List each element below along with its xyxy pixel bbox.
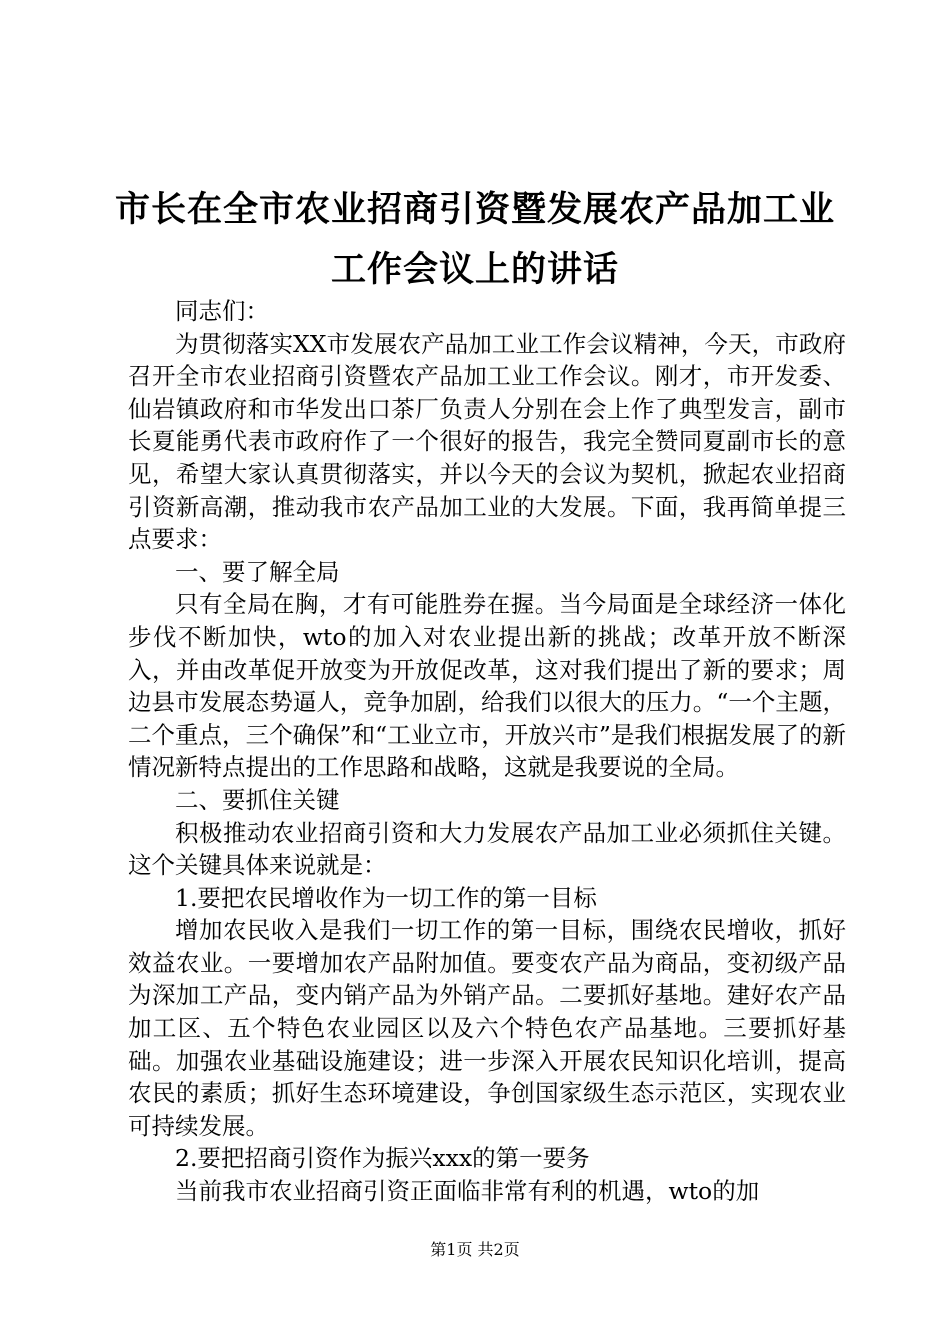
subsection-heading-1: 1.要把农民增收作为一切工作的第一目标: [175, 883, 597, 912]
subsection-heading-2: 2.要把招商引资作为振兴xxx的第一要务: [175, 1144, 590, 1173]
section-heading-2: 二、要抓住关键: [175, 785, 340, 814]
salutation: 同志们：: [175, 297, 269, 325]
document-body: [128, 295, 846, 1208]
document-title-line-1: 市长在全市农业招商引资暨发展农产品加工业: [114, 189, 835, 230]
section-heading-1: 一、要了解全局: [175, 557, 340, 586]
paragraph-section-1: 只有全局在胸，才有可能胜券在握。当今局面是全球经济一体化步伐不断加快，wto的加入对农业提出新的挑战；改革开放不断深入，并由改革促开放变为开放促改革，这对我们提出了新的要求；周边县市发展态势逼人，竞争加剧，给我们以很大的压力。“一个主题，二个重点，三个确保”和“工业立市，开放兴市”是我们根据发展了的新情况新特点提出的工作思路和战略，这就是我要说的全局。: [128, 590, 846, 782]
paragraph-subsection-1: 增加农民收入是我们一切工作的第一目标，围绕农民增收，抓好效益农业。一要增加农产品附加值。要变农产品为商品，变初级产品为深加工产品，变内销产品为外销产品。二要抓好基地。建好农产品加工区、五个特色农业园区以及六个特色农产品基地。三要抓好基础。加强农业基础设施建设；进一步深入开展农民知识化培训，提高农民的素质；抓好生态环境建设，争创国家级生态示范区，实现农业可持续发展。: [128, 916, 846, 1140]
document-title-line-2: 工作会议上的讲话: [330, 249, 619, 290]
page-number-footer: 第1页 共2页: [430, 1240, 520, 1259]
paragraph-intro: 为贯彻落实XX市发展农产品加工业工作会议精神，今天，市政府召开全市农业招商引资暨农产品加工业工作会议。刚才，市开发委、仙岩镇政府和市华发出口茶厂负责人分别在会上作了典型发言，副市长夏能勇代表市政府作了一个很好的报告，我完全赞同夏副市长的意见，希望大家认真贯彻落实，并以今天的会议为契机，掀起农业招商引资新高潮，推动我市农产品加工业的大发展。下面，我再简单提三点要求：: [128, 329, 846, 554]
paragraph-section-2: 积极推动农业招商引资和大力发展农产品加工业必须抓住关键。这个关键具体来说就是：: [128, 818, 846, 880]
paragraph-subsection-2: 当前我市农业招商引资正面临非常有利的机遇，wto的加: [175, 1177, 760, 1206]
